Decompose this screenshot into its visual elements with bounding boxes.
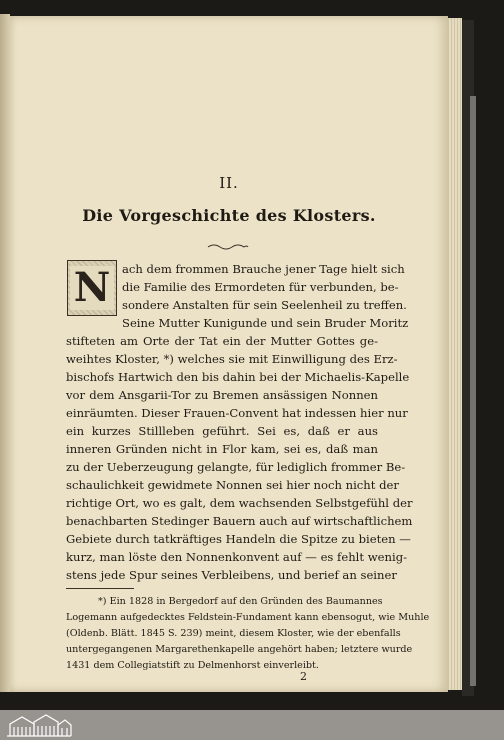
library-building-logo-icon <box>4 712 74 738</box>
body-line-7: bischofs Hartwich den bis dahin bei der Michaelis-Kapelle <box>66 370 410 384</box>
footnote-rule <box>66 588 134 589</box>
book-cover-strip <box>470 96 476 686</box>
initial-letter: N <box>70 266 115 310</box>
footnote-line-1: *) Ein 1828 in Bergedorf auf den Gründen des Baumannes <box>98 596 383 607</box>
chapter-number: II. <box>219 174 239 192</box>
body-line-8: vor dem Ansgarii-Tor zu Bremen ansässigen Nonnen <box>66 388 378 402</box>
body-line-15: benachbarten Stedinger Bauern auch auf wirtschaftlichem <box>66 514 413 528</box>
footnote-line-4: untergegangenen Margarethenkapelle angehört haben; letztere wurde <box>66 644 413 655</box>
facing-page-edge <box>0 14 10 692</box>
body-line-11: inneren Gründen nicht in Flor kam, sei es, daß man <box>66 442 378 456</box>
body-line-6: weihtes Kloster, *) welches sie mit Einwilligung des Erz- <box>66 352 398 366</box>
body-line-1: ach dem frommen Brauche jener Tage hielt sich <box>122 262 405 276</box>
body-line-4: Seine Mutter Kunigunde und sein Bruder Moritz <box>122 316 409 330</box>
body-line-12: zu der Ueberzeugung gelangte, für lediglich frommer Be- <box>66 460 406 474</box>
page-stack-edge <box>448 18 462 690</box>
footnote-line-3: (Oldenb. Blätt. 1845 S. 239) meint, diesem Kloster, wie der ebenfalls <box>66 628 401 639</box>
body-line-16: Gebiete durch tatkräftiges Handeln die Spitze zu bieten — <box>66 532 411 546</box>
body-line-13: schaulichkeit gewidmete Nonnen sei hier noch nicht der <box>66 478 399 492</box>
body-line-3: sondere Anstalten für sein Seelenheil zu treffen. <box>122 298 407 312</box>
body-line-10: ein kurzes Stillleben geführt. Sei es, daß er aus <box>66 424 378 438</box>
chapter-title: Die Vorgeschichte des Klosters. <box>82 206 376 225</box>
body-line-2: die Familie des Ermordeten für verbunden, be- <box>122 280 399 294</box>
book-page <box>10 16 448 692</box>
body-line-5: stifteten am Orte der Tat ein der Mutter Gottes ge- <box>66 334 378 348</box>
body-line-17: kurz, man löste den Nonnenkonvent auf — es fehlt wenig- <box>66 550 408 564</box>
viewer-bottom-bar <box>0 710 504 740</box>
footnote-line-5: 1431 dem Collegiatstift zu Delmenhorst einverleibt. <box>66 660 319 671</box>
footnote-line-2: Logemann aufgedecktes Feldstein-Fundament kann ebensogut, wie Muhle <box>66 612 430 623</box>
page-number: 2 <box>300 670 307 683</box>
ornament-flourish-icon <box>206 243 250 251</box>
body-line-9: einräumten. Dieser Frauen-Convent hat indessen hier nur <box>66 406 408 420</box>
body-line-14: richtige Ort, wo es galt, dem wachsenden Selbstgefühl der <box>66 496 413 510</box>
decorated-initial <box>67 260 117 316</box>
body-line-18: stens jede Spur seines Verbleibens, und berief an seiner <box>66 568 397 582</box>
